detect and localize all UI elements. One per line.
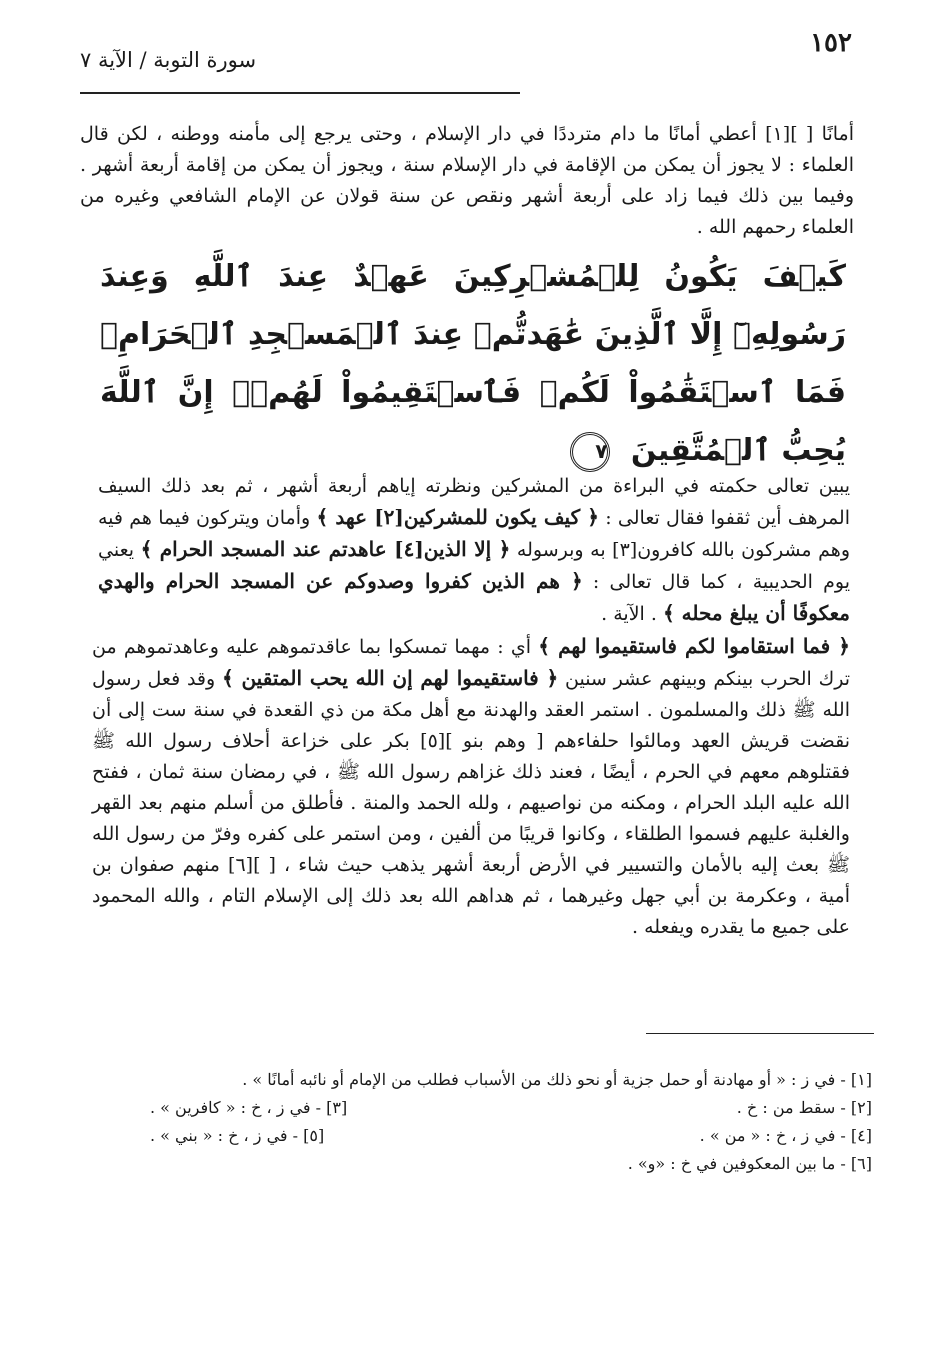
quran-verse (100, 248, 846, 480)
ayah-number-marker: ٧ (570, 432, 610, 472)
footnote-1: [١] - في ز : « أو مهادنة أو حمل جزية أو نحو ذلك من الأسباب فطلب من الإمام أو نائبه أمانًا » . (242, 1070, 872, 1089)
footnotes (150, 1066, 872, 1178)
footnote-row (150, 1066, 872, 1094)
running-title: سورة التوبة / الآية ٧ (80, 48, 257, 72)
text-segment: يبين تعالى حكمته في البراءة من المشركين ونظرته إياهم أربعة أشهر ، ثم بعد ذلك السيف المرهف أين ثقفوا فقال تعالى : (98, 475, 850, 529)
footnote-row (150, 1094, 872, 1122)
paragraph-commentary-2 (92, 631, 850, 943)
page-header (80, 28, 852, 78)
quoted-verse: ﴿ فما استقاموا لكم فاستقيموا لهم ﴾ (538, 634, 850, 658)
footnote-4: [٤] - في ز ، خ : « من » . (699, 1126, 872, 1145)
page-number: ١٥٢ (810, 28, 852, 58)
text-segment: وأمان ويتركون فيما هم فيه وهم مشركون بالله كافرون[٣] به وبرسوله (98, 507, 851, 561)
footnote-rule (646, 1033, 874, 1034)
header-rule (80, 92, 520, 94)
footnote-6: [٦] - ما بين المعكوفين في خ : «و» . (627, 1154, 872, 1173)
footnote-row (150, 1122, 872, 1150)
footnote-row (150, 1150, 872, 1178)
footnote-5: [٥] - في ز ، خ : « بني » . (150, 1126, 325, 1145)
quoted-verse: ﴿ فاستقيموا لهم إن الله يحب المتقين ﴾ (222, 666, 559, 690)
paragraph-intro: أمانًا [ ][١] أعطي أمانًا ما دام مترددًا في دار الإسلام ، وحتى يرجع إلى مأمنه ووطنه ، لكن قال العلماء : لا يجوز أن يمكن من الإقامة في دار الإسلام سنة ، ويجوز أن يمكن من إقامة أربعة أشهر . وفيما بين ذلك فيما زاد على أربعة أشهر ونقص عن سنة قولان عن الإمام الشافعي وغيره من العلماء رحمهم الله . (80, 123, 854, 238)
verse-text: كَيۡفَ يَكُونُ لِلۡمُشۡرِكِينَ عَهۡدٌ عِندَ ٱللَّهِ وَعِندَ رَسُولِهِۦٓ إِلَّا ٱلَّذِينَ عَٰهَدتُّمۡ عِندَ ٱلۡمَسۡجِدِ ٱلۡحَرَامِۖ فَمَا ٱسۡتَقَٰمُواْ لَكُمۡ فَٱسۡتَقِيمُواْ لَهُمۡۚ إِنَّ ٱللَّهَ يُحِبُّ ٱلۡمُتَّقِينَ (100, 259, 846, 468)
text-segment: أي : مهما تمسكوا بما عاقدتموهم عليه وعاهدتموهم من ترك الحرب بينكم وبينهم عشر سنين (92, 636, 851, 690)
footnote-3: [٣] - في ز ، خ : « كافرين » . (150, 1098, 348, 1117)
quoted-verse: ﴿ إلا الذين[٤] عاهدتم عند المسجد الحرام ﴾ (140, 537, 511, 561)
paragraph-commentary-1 (98, 471, 850, 630)
text-segment: وقد فعل رسول الله ﷺ ذلك والمسلمون . استمر العقد والهدنة مع أهل مكة من ذي القعدة في سنة ست إلى أن نقضت قريش العهد ومالئوا حلفاءهم [ وهم بنو ][٥] بكر على خزاعة أحلاف رسول الله ﷺ فقتلوهم معهم في الحرم ، أيضًا ، فعند ذلك غزاهم رسول الله ﷺ ، في رمضان سنة ثمان ، ففتح الله عليه البلد الحرام ، ومكنه من نواصيهم ، ولله الحمد والمنة . فأطلق من أسلم منهم بعد القهر والغلبة عليهم فسموا الطلقاء ، وكانوا قريبًا من ألفين ، ومن استمر على كفره وفرّ من رسول الله ﷺ بعث إليه بالأمان والتسيير في الأرض أربعة أشهر يذهب حيث شاء ، [ ][٦] منهم صفوان بن أمية ، وعكرمة بن أبي جهل وغيرهما ، ثم هداهم الله بعد ذلك إلى الإسلام التام ، والله المحمود على جميع ما يقدره ويفعله . (92, 668, 851, 938)
text-segment: يعني يوم الحديبية ، كما قال تعالى : (98, 539, 850, 593)
quoted-verse: ﴿ كيف يكون للمشركين[٢] عهد ﴾ (316, 505, 599, 529)
text-segment: . الآية . (601, 603, 657, 625)
footnote-2: [٢] - سقط من : خ . (736, 1098, 872, 1117)
quoted-verse: ﴿ هم الذين كفروا وصدوكم عن المسجد الحرام والهدي معكوفًا أن يبلغ محله ﴾ (98, 569, 850, 625)
